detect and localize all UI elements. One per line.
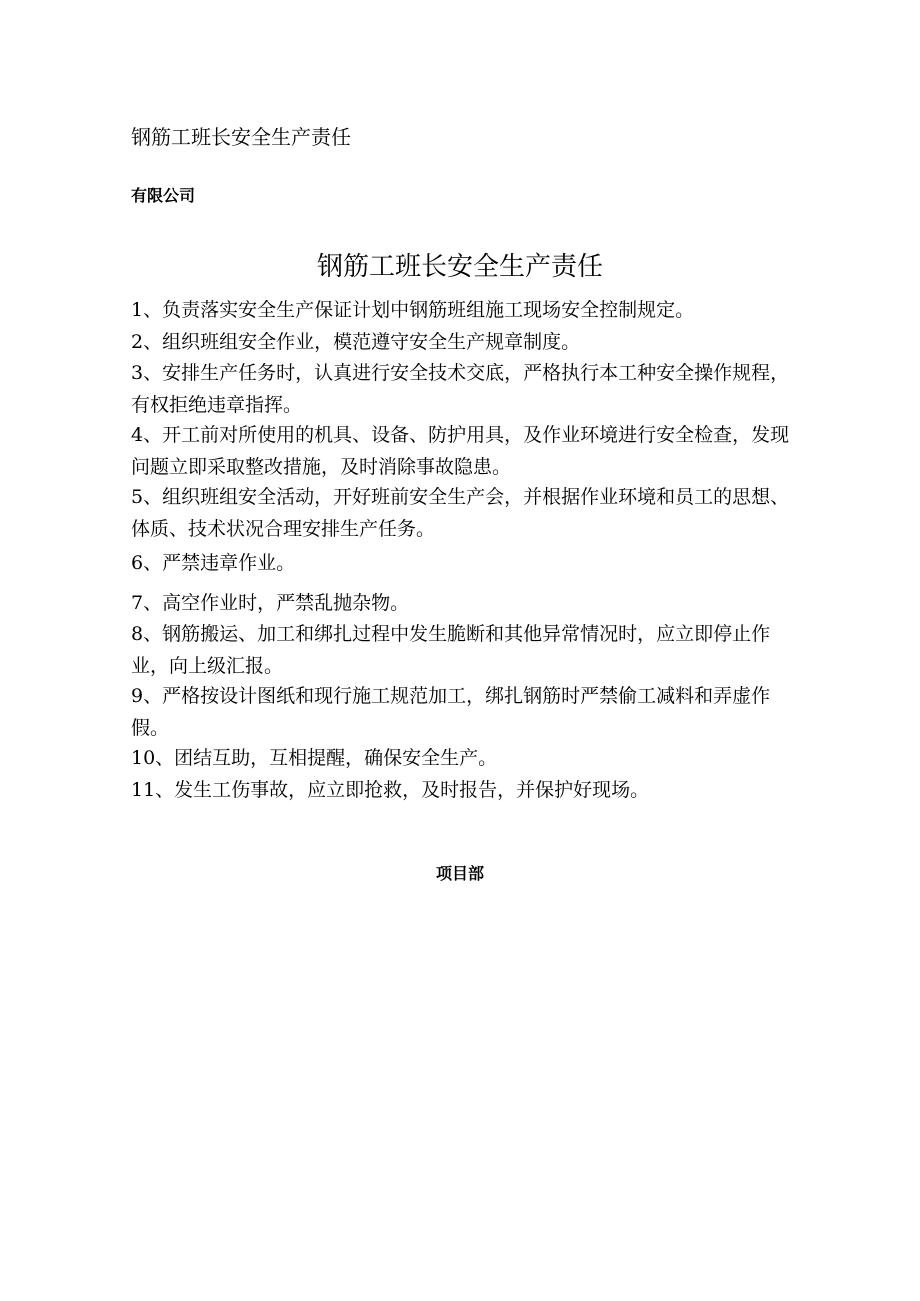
company-name: 有限公司: [131, 186, 196, 205]
clause-item: 11、发生工伤事故，应立即抢救，及时报告，并保护好现场。: [131, 779, 650, 801]
clause-item: 3、安排生产任务时，认真进行安全技术交底，严格执行本工种安全操作规程，有权拒绝违章指挥。: [131, 362, 790, 416]
document-header-title: 钢筋工班长安全生产责任: [131, 125, 351, 149]
clause-item: 2、组织班组安全作业，模范遵守安全生产规章制度。: [131, 331, 581, 353]
main-title: 钢筋工班长安全生产责任: [316, 252, 603, 282]
clause-item: 5、组织班组安全活动，开好班前安全生产会，并根据作业环境和员工的思想、体质、技术状况合理安排生产任务。: [131, 486, 790, 540]
clause-item: 6、严禁违章作业。: [131, 552, 296, 574]
clause-item: 8、钢筋搬运、加工和绑扎过程中发生脆断和其他异常情况时，应立即停止作业，向上级汇报。: [131, 623, 771, 677]
footer-department: 项目部: [435, 864, 484, 883]
clause-item: 7、高空作业时，严禁乱抛杂物。: [131, 592, 410, 614]
clause-item: 10、团结互助，互相提醒，确保安全生产。: [131, 747, 498, 769]
clause-item: 1、负责落实安全生产保证计划中钢筋班组施工现场安全控制规定。: [131, 299, 695, 321]
clause-item: 9、严格按设计图纸和现行施工规范加工，绑扎钢筋时严禁偷工减料和弄虚作假。: [131, 685, 771, 739]
clause-item: 4、开工前对所使用的机具、设备、防护用具，及作业环境进行安全检查，发现问题立即采取整改措施，及时消除事故隐患。: [131, 424, 790, 478]
